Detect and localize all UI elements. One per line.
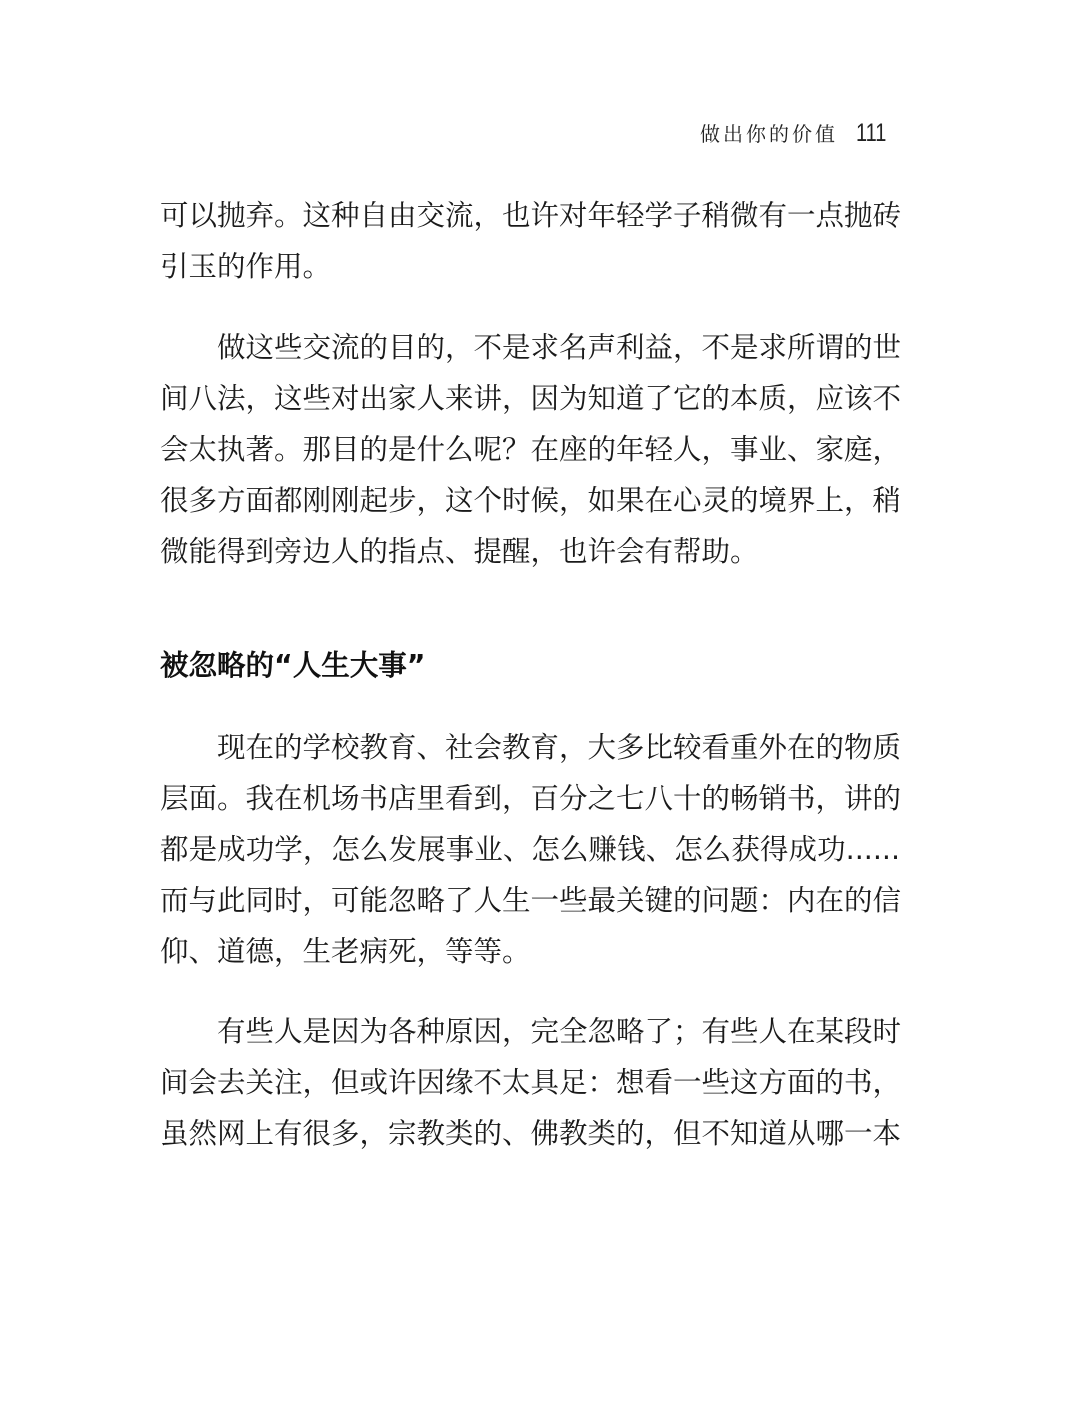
section-heading: 被忽略的“人生大事” [160, 649, 426, 682]
page-number: 111 [855, 119, 887, 147]
text-line: 间会去关注，但或许因缘不太具足：想看一些这方面的书， [160, 1066, 902, 1099]
paragraph-purpose [160, 322, 900, 577]
running-header [700, 118, 894, 148]
text-line: 做这些交流的目的，不是求名声利益，不是求所谓的世 [217, 331, 902, 364]
text-line: 而与此同时，可能忽略了人生一些最关键的问题：内在的信 [160, 884, 902, 917]
text-line: 微能得到旁边人的指点、提醒，也许会有帮助。 [160, 535, 759, 568]
text-line: 都是成功学，怎么发展事业、怎么赚钱、怎么获得成功...... [160, 833, 900, 866]
text-line: 间八法，这些对出家人来讲，因为知道了它的本质，应该不 [160, 382, 902, 415]
text-line: 仰、道德，生老病死，等等。 [160, 935, 531, 968]
paragraph-neglect [160, 1006, 900, 1159]
running-title: 做出你的价值 [699, 122, 838, 146]
paragraph-education [160, 722, 900, 977]
paragraph-continuation [160, 190, 900, 292]
text-line: 会太执著。那目的是什么呢？在座的年轻人，事业、家庭， [160, 433, 902, 466]
text-line: 虽然网上有很多，宗教类的、佛教类的，但不知道从哪一本 [160, 1117, 902, 1150]
text-line: 可以抛弃。这种自由交流，也许对年轻学子稍微有一点抛砖 [160, 199, 902, 232]
text-line: 层面。我在机场书店里看到，百分之七八十的畅销书，讲的 [160, 782, 902, 815]
text-line: 现在的学校教育、社会教育，大多比较看重外在的物质 [217, 731, 902, 764]
text-line: 很多方面都刚刚起步，这个时候，如果在心灵的境界上，稍 [160, 484, 902, 517]
text-line: 引玉的作用。 [160, 250, 332, 283]
text-line: 有些人是因为各种原因，完全忽略了；有些人在某段时 [217, 1015, 902, 1048]
